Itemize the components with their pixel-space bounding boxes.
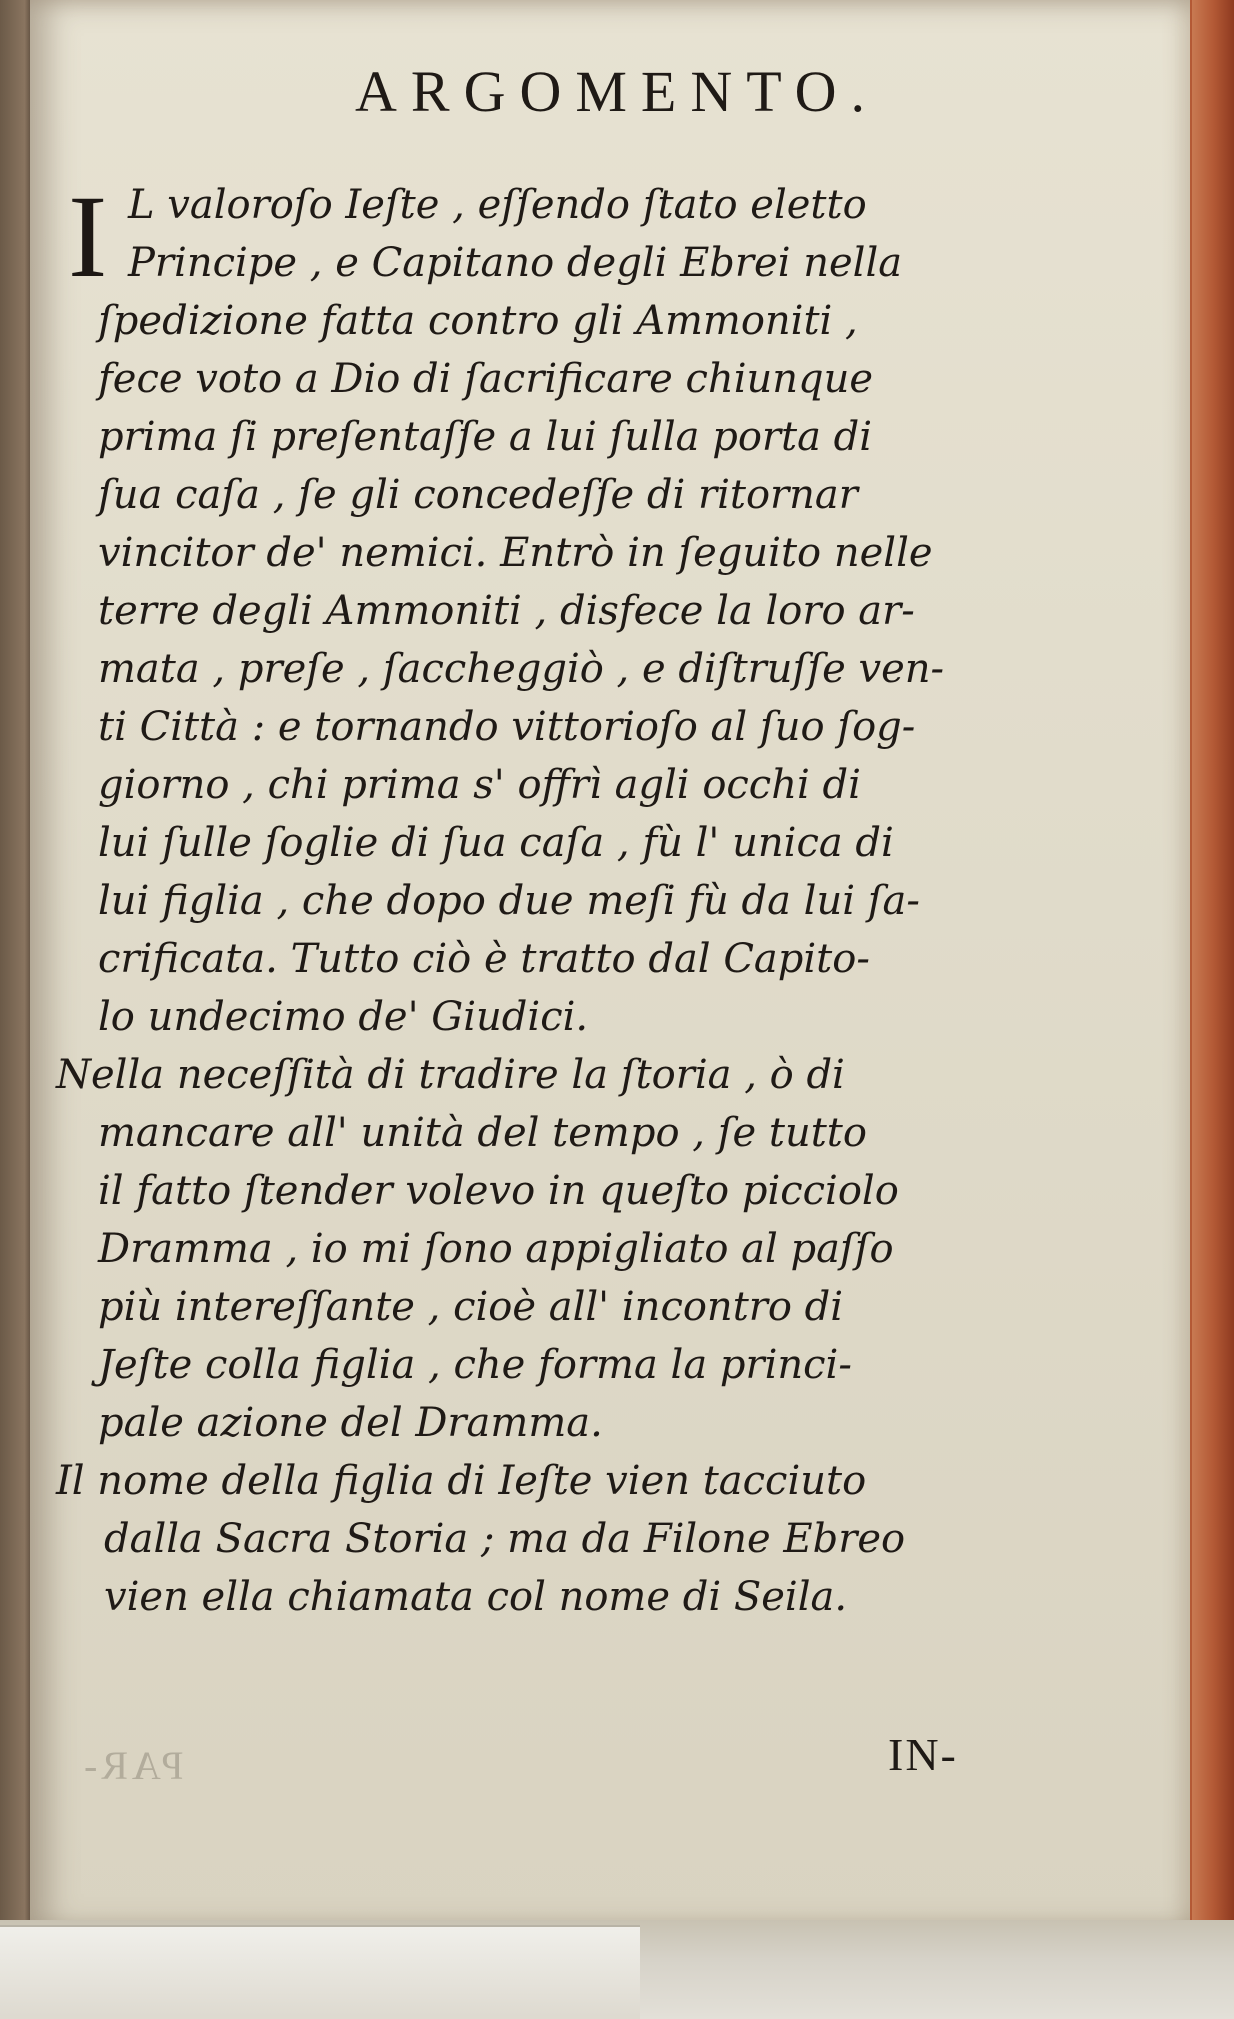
- text-line: Il nome della figlia di Ieſte vien tacciuto: [56, 1458, 867, 1504]
- text-line: lui ſulle ſoglie di ſua caſa , fù l' unica di: [98, 820, 894, 866]
- text-line: Dramma , io mi ſono appigliato al paſſo: [98, 1226, 894, 1272]
- text-line: L valoroſo Ieſte , eſſendo ſtato eletto: [128, 182, 867, 228]
- text-line: terre degli Ammoniti , disfece la loro ar-: [98, 588, 915, 634]
- text-line: mancare all' unità del tempo , ſe tutto: [98, 1110, 867, 1156]
- show-through-text: PAR-: [80, 1743, 184, 1788]
- text-line: pale azione del Dramma.: [98, 1400, 603, 1446]
- text-line: giorno , chi prima s' offrì agli occhi di: [98, 762, 861, 808]
- text-line: ti Città : e tornando vittorioſo al ſuo ſog-: [98, 704, 916, 750]
- text-line: ſpedizione fatta contro gli Ammoniti ,: [98, 298, 858, 344]
- drop-cap: I: [68, 171, 108, 302]
- text-line: Principe , e Capitano degli Ebrei nella: [128, 240, 903, 286]
- text-line: crificata. Tutto ciò è tratto dal Capito-: [98, 936, 870, 982]
- text-line: prima ſi preſentaſſe a lui ſulla porta di: [98, 414, 873, 460]
- page-title: ARGOMENTO.: [355, 59, 879, 124]
- text-line: lo undecimo de' Giudici.: [98, 994, 589, 1040]
- text-line: mata , preſe , ſaccheggiò , e diſtruſſe ven-: [98, 646, 945, 692]
- catchword: IN-: [888, 1729, 958, 1780]
- text-line: Jeſte colla figlia , che forma la princi-: [98, 1342, 852, 1388]
- book-edge: [1192, 0, 1234, 2019]
- text-line: lui figlia , che dopo due meſi fù da lui ſa-: [98, 878, 920, 924]
- text-line: vincitor de' nemici. Entrò in ſeguito nelle: [98, 530, 933, 576]
- text-line: più intereſſante , cioè all' incontro di: [98, 1284, 844, 1330]
- text-line: fece voto a Dio di ſacrificare chiunque: [98, 356, 874, 402]
- text-line: dalla Sacra Storia ; ma da Filone Ebreo: [104, 1516, 906, 1562]
- text-line: Nella neceſſità di tradire la ſtoria , ò di: [56, 1052, 845, 1098]
- bookmark-strip: [0, 1925, 640, 2019]
- text-line: vien ella chiamata col nome di Seila.: [104, 1574, 848, 1620]
- text-line: ſua caſa , ſe gli concedeſſe di ritornar: [98, 472, 858, 518]
- text-line: il fatto ſtender volevo in queſto picciolo: [98, 1168, 899, 1214]
